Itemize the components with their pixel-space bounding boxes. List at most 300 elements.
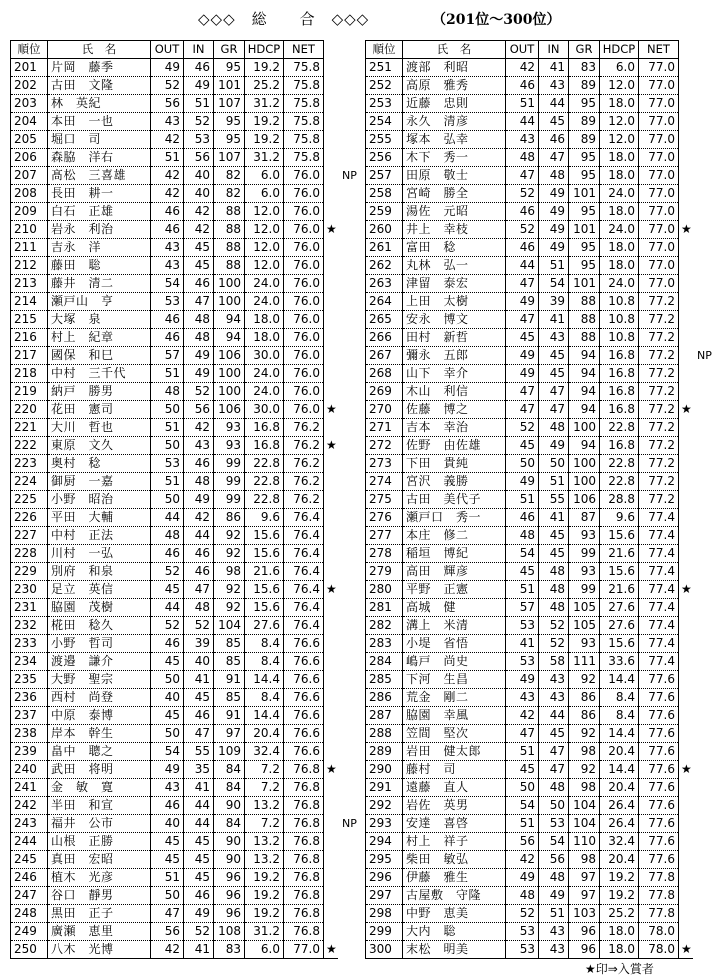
table-row	[366, 797, 693, 815]
cell-net: 76.0	[284, 203, 324, 221]
header-gr: GR	[569, 41, 600, 59]
cell-out: 47	[506, 383, 539, 401]
cell-mark	[324, 275, 338, 293]
cell-rank: 203	[11, 95, 48, 113]
cell-in: 41	[184, 941, 214, 959]
header-out: OUT	[151, 41, 184, 59]
cell-mark	[679, 311, 693, 329]
cell-name: 佐野 由佐雄	[403, 437, 506, 455]
cell-mark	[324, 797, 338, 815]
cell-hdcp: 30.0	[245, 401, 284, 419]
cell-out: 45	[506, 563, 539, 581]
table-row	[11, 239, 338, 257]
cell-hdcp: 27.6	[600, 617, 639, 635]
cell-mark	[679, 671, 693, 689]
table-row	[11, 347, 338, 365]
cell-hdcp: 21.6	[600, 581, 639, 599]
cell-gr: 101	[569, 221, 600, 239]
cell-out: 47	[506, 725, 539, 743]
cell-mark	[679, 563, 693, 581]
cell-net: 76.2	[284, 437, 324, 455]
cell-out: 46	[151, 311, 184, 329]
cell-rank: 266	[366, 329, 403, 347]
table-row	[366, 653, 693, 671]
cell-hdcp: 15.6	[600, 563, 639, 581]
cell-name: 嶋戸 尚史	[403, 653, 506, 671]
cell-hdcp: 18.0	[245, 311, 284, 329]
cell-net: 77.4	[639, 563, 679, 581]
table-row	[366, 923, 693, 941]
cell-net: 76.4	[284, 581, 324, 599]
cell-out: 52	[506, 905, 539, 923]
table-row	[11, 545, 338, 563]
cell-in: 41	[539, 311, 569, 329]
cell-rank: 250	[11, 941, 48, 959]
cell-name: 別府 和泉	[48, 563, 151, 581]
cell-net: 77.4	[639, 581, 679, 599]
cell-mark	[679, 293, 693, 311]
cell-rank: 244	[11, 833, 48, 851]
cell-mark	[324, 185, 338, 203]
cell-mark	[324, 617, 338, 635]
cell-rank: 235	[11, 671, 48, 689]
cell-mark	[324, 689, 338, 707]
cell-in: 44	[184, 527, 214, 545]
cell-gr: 99	[214, 455, 245, 473]
cell-in: 43	[539, 329, 569, 347]
cell-hdcp: 24.0	[600, 221, 639, 239]
table-row	[11, 743, 338, 761]
cell-name: 宮沢 義勝	[403, 473, 506, 491]
cell-rank: 260	[366, 221, 403, 239]
cell-hdcp: 27.6	[600, 599, 639, 617]
table-row	[11, 131, 338, 149]
cell-name: 末松 明美	[403, 941, 506, 959]
cell-in: 56	[184, 149, 214, 167]
cell-in: 47	[539, 149, 569, 167]
table-row	[366, 563, 693, 581]
cell-out: 50	[506, 455, 539, 473]
cell-rank: 218	[11, 365, 48, 383]
cell-gr: 94	[214, 311, 245, 329]
cell-out: 47	[506, 167, 539, 185]
cell-mark	[679, 653, 693, 671]
cell-hdcp: 15.6	[600, 527, 639, 545]
cell-name: 上田 太樹	[403, 293, 506, 311]
cell-name: 福井 公市	[48, 815, 151, 833]
cell-rank: 264	[366, 293, 403, 311]
cell-mark	[679, 131, 693, 149]
cell-gr: 86	[214, 509, 245, 527]
table-row	[11, 437, 338, 455]
cell-in: 42	[184, 203, 214, 221]
cell-mark	[324, 149, 338, 167]
cell-gr: 101	[569, 185, 600, 203]
cell-out: 51	[151, 365, 184, 383]
cell-rank: 268	[366, 365, 403, 383]
cell-out: 56	[151, 95, 184, 113]
cell-rank: 296	[366, 869, 403, 887]
cell-rank: 210	[11, 221, 48, 239]
cell-hdcp: 28.8	[600, 491, 639, 509]
cell-hdcp: 18.0	[600, 923, 639, 941]
cell-hdcp: 12.0	[245, 203, 284, 221]
cell-rank: 269	[366, 383, 403, 401]
cell-out: 52	[506, 185, 539, 203]
cell-out: 56	[151, 923, 184, 941]
cell-in: 48	[184, 599, 214, 617]
table-row	[11, 779, 338, 797]
table-row	[366, 851, 693, 869]
cell-net: 76.0	[284, 311, 324, 329]
cell-in: 45	[184, 833, 214, 851]
cell-out: 46	[506, 203, 539, 221]
cell-net: 78.0	[639, 923, 679, 941]
cell-name: 安達 喜啓	[403, 815, 506, 833]
cell-net: 76.0	[284, 185, 324, 203]
cell-name: 渡部 利昭	[403, 59, 506, 77]
cell-hdcp: 12.0	[600, 113, 639, 131]
cell-rank: 292	[366, 797, 403, 815]
cell-gr: 94	[569, 347, 600, 365]
cell-rank: 258	[366, 185, 403, 203]
cell-mark	[324, 851, 338, 869]
cell-mark	[679, 185, 693, 203]
header-mark	[324, 41, 338, 59]
cell-name: 伊藤 雅生	[403, 869, 506, 887]
cell-hdcp: 14.4	[245, 671, 284, 689]
cell-mark	[679, 923, 693, 941]
cell-name: 堀口 司	[48, 131, 151, 149]
cell-in: 45	[184, 851, 214, 869]
rank-range: （201位～300位）	[432, 12, 561, 28]
table-row	[11, 869, 338, 887]
header-in: IN	[184, 41, 214, 59]
cell-mark: ★	[679, 941, 693, 959]
cell-mark	[679, 203, 693, 221]
cell-hdcp: 21.6	[600, 545, 639, 563]
cell-out: 50	[506, 779, 539, 797]
cell-in: 49	[184, 905, 214, 923]
cell-mark	[324, 167, 338, 185]
cell-hdcp: 15.6	[245, 599, 284, 617]
table-row	[366, 833, 693, 851]
cell-mark	[679, 275, 693, 293]
cell-out: 49	[506, 347, 539, 365]
cell-gr: 88	[569, 293, 600, 311]
cell-out: 48	[506, 887, 539, 905]
cell-gr: 97	[214, 725, 245, 743]
cell-rank: 259	[366, 203, 403, 221]
header-gr: GR	[214, 41, 245, 59]
cell-gr: 94	[569, 383, 600, 401]
cell-out: 43	[151, 113, 184, 131]
cell-out: 54	[506, 797, 539, 815]
cell-name: 大塚 泉	[48, 311, 151, 329]
cell-in: 48	[539, 167, 569, 185]
cell-mark	[679, 635, 693, 653]
cell-rank: 280	[366, 581, 403, 599]
header-net: NET	[639, 41, 679, 59]
table-row	[11, 419, 338, 437]
cell-rank: 217	[11, 347, 48, 365]
cell-in: 45	[539, 545, 569, 563]
cell-name: 小堤 省悟	[403, 635, 506, 653]
cell-mark	[324, 725, 338, 743]
table-row	[11, 257, 338, 275]
cell-in: 42	[184, 221, 214, 239]
cell-rank: 281	[366, 599, 403, 617]
table-row	[11, 923, 338, 941]
cell-out: 45	[151, 833, 184, 851]
cell-rank: 283	[366, 635, 403, 653]
table-row	[366, 347, 693, 365]
cell-hdcp: 12.0	[245, 239, 284, 257]
cell-out: 44	[151, 599, 184, 617]
cell-name: 田原 敬士	[403, 167, 506, 185]
cell-rank: 274	[366, 473, 403, 491]
cell-gr: 106	[569, 491, 600, 509]
cell-hdcp: 19.2	[245, 887, 284, 905]
np-marker: NP	[697, 349, 712, 362]
cell-in: 40	[184, 653, 214, 671]
cell-net: 77.0	[639, 113, 679, 131]
table-row	[11, 599, 338, 617]
table-row	[366, 509, 693, 527]
cell-mark	[324, 329, 338, 347]
table-row	[11, 149, 338, 167]
cell-gr: 95	[214, 113, 245, 131]
cell-hdcp: 22.8	[245, 473, 284, 491]
cell-name: 足立 英信	[48, 581, 151, 599]
cell-name: 西村 尚登	[48, 689, 151, 707]
np-marker: NP	[342, 169, 357, 182]
cell-out: 47	[151, 905, 184, 923]
cell-out: 42	[506, 707, 539, 725]
table-row	[11, 617, 338, 635]
cell-hdcp: 15.6	[600, 635, 639, 653]
cell-in: 46	[184, 887, 214, 905]
cell-out: 43	[151, 239, 184, 257]
cell-mark: ★	[326, 402, 337, 416]
cell-in: 52	[184, 923, 214, 941]
cell-out: 57	[506, 599, 539, 617]
cell-in: 52	[539, 617, 569, 635]
cell-gr: 95	[569, 257, 600, 275]
cell-gr: 84	[214, 779, 245, 797]
cell-rank: 246	[11, 869, 48, 887]
cell-mark	[324, 95, 338, 113]
cell-rank: 276	[366, 509, 403, 527]
cell-in: 52	[184, 383, 214, 401]
cell-mark	[324, 653, 338, 671]
cell-gr: 99	[214, 473, 245, 491]
cell-in: 43	[539, 689, 569, 707]
cell-hdcp: 14.4	[245, 707, 284, 725]
table-row	[11, 455, 338, 473]
cell-mark	[324, 527, 338, 545]
cell-hdcp: 25.2	[600, 905, 639, 923]
table-row	[11, 59, 338, 77]
cell-mark	[679, 491, 693, 509]
cell-mark: ★	[326, 582, 337, 596]
cell-hdcp: 16.8	[600, 383, 639, 401]
cell-hdcp: 7.2	[245, 779, 284, 797]
cell-hdcp: 24.0	[245, 365, 284, 383]
cell-mark	[324, 923, 338, 941]
cell-gr: 98	[569, 779, 600, 797]
cell-net: 77.0	[639, 203, 679, 221]
cell-in: 44	[539, 707, 569, 725]
cell-mark	[679, 905, 693, 923]
cell-name: 木下 秀一	[403, 149, 506, 167]
cell-gr: 89	[569, 77, 600, 95]
cell-name: 瀬戸口 秀一	[403, 509, 506, 527]
cell-mark	[679, 59, 693, 77]
cell-hdcp: 10.8	[600, 329, 639, 347]
cell-name: 山根 正勝	[48, 833, 151, 851]
cell-gr: 84	[214, 815, 245, 833]
cell-gr: 86	[569, 707, 600, 725]
cell-out: 40	[151, 815, 184, 833]
cell-gr: 108	[214, 923, 245, 941]
cell-in: 48	[539, 599, 569, 617]
cell-hdcp: 8.4	[245, 653, 284, 671]
cell-out: 46	[151, 545, 184, 563]
cell-net: 76.0	[284, 347, 324, 365]
cell-mark	[324, 77, 338, 95]
cell-out: 50	[151, 437, 184, 455]
cell-name: 黒田 正子	[48, 905, 151, 923]
cell-name: 柴田 敏弘	[403, 851, 506, 869]
cell-rank: 220	[11, 401, 48, 419]
table-row	[366, 473, 693, 491]
cell-gr: 93	[569, 527, 600, 545]
cell-in: 45	[184, 239, 214, 257]
cell-in: 56	[184, 401, 214, 419]
cell-in: 41	[184, 671, 214, 689]
cell-rank: 228	[11, 545, 48, 563]
cell-name: 村上 紀章	[48, 329, 151, 347]
cell-name: 片岡 藤季	[48, 59, 151, 77]
cell-in: 42	[184, 509, 214, 527]
table-row	[11, 707, 338, 725]
cell-name: 長田 耕一	[48, 185, 151, 203]
cell-gr: 85	[214, 635, 245, 653]
cell-gr: 85	[214, 653, 245, 671]
cell-hdcp: 18.0	[600, 941, 639, 959]
cell-net: 76.0	[284, 167, 324, 185]
table-row	[11, 275, 338, 293]
cell-in: 49	[539, 221, 569, 239]
cell-gr: 94	[569, 365, 600, 383]
cell-out: 47	[506, 275, 539, 293]
cell-name: 脇園 茂樹	[48, 599, 151, 617]
cell-gr: 94	[569, 401, 600, 419]
cell-out: 49	[506, 293, 539, 311]
cell-name: 林 英紀	[48, 95, 151, 113]
cell-out: 51	[151, 419, 184, 437]
cell-gr: 99	[214, 491, 245, 509]
cell-name: 井上 幸枝	[403, 221, 506, 239]
table-row	[366, 293, 693, 311]
cell-rank: 234	[11, 653, 48, 671]
cell-out: 45	[506, 761, 539, 779]
cell-gr: 104	[214, 617, 245, 635]
results-table-right	[365, 40, 693, 959]
table-row	[11, 581, 338, 599]
cell-gr: 84	[214, 761, 245, 779]
cell-rank: 202	[11, 77, 48, 95]
table-row	[11, 473, 338, 491]
cell-gr: 100	[214, 383, 245, 401]
cell-rank: 272	[366, 437, 403, 455]
cell-rank: 284	[366, 653, 403, 671]
cell-out: 42	[151, 167, 184, 185]
cell-name: 平野 正憲	[403, 581, 506, 599]
cell-mark	[679, 473, 693, 491]
cell-hdcp: 33.6	[600, 653, 639, 671]
cell-gr: 88	[569, 311, 600, 329]
cell-mark	[324, 599, 338, 617]
cell-gr: 90	[214, 851, 245, 869]
header-hdcp: HDCP	[245, 41, 284, 59]
cell-net: 77.4	[639, 545, 679, 563]
legend-note: ★印⇒入賞者	[585, 962, 654, 976]
cell-hdcp: 26.4	[600, 797, 639, 815]
cell-hdcp: 13.2	[245, 797, 284, 815]
cell-mark	[679, 779, 693, 797]
cell-gr: 93	[569, 635, 600, 653]
cell-in: 46	[184, 275, 214, 293]
cell-hdcp: 24.0	[600, 275, 639, 293]
cell-gr: 96	[214, 887, 245, 905]
cell-name: 畠中 聰之	[48, 743, 151, 761]
cell-hdcp: 19.2	[245, 905, 284, 923]
cell-mark	[324, 59, 338, 77]
cell-net: 77.6	[639, 707, 679, 725]
cell-gr: 100	[569, 473, 600, 491]
cell-name: 谷口 靜男	[48, 887, 151, 905]
cell-mark	[679, 257, 693, 275]
cell-gr: 90	[214, 833, 245, 851]
cell-rank: 245	[11, 851, 48, 869]
table-row	[11, 311, 338, 329]
cell-net: 76.6	[284, 743, 324, 761]
cell-hdcp: 19.2	[245, 59, 284, 77]
cell-name: 安永 博文	[403, 311, 506, 329]
cell-gr: 88	[569, 329, 600, 347]
cell-gr: 97	[569, 869, 600, 887]
cell-net: 76.8	[284, 869, 324, 887]
cell-in: 47	[539, 761, 569, 779]
cell-rank: 211	[11, 239, 48, 257]
cell-net: 77.2	[639, 365, 679, 383]
cell-rank: 223	[11, 455, 48, 473]
table-row	[366, 905, 693, 923]
cell-gr: 88	[214, 239, 245, 257]
cell-mark	[679, 77, 693, 95]
table-row	[366, 941, 693, 959]
cell-in: 49	[539, 437, 569, 455]
table-row	[366, 113, 693, 131]
cell-net: 76.4	[284, 509, 324, 527]
cell-gr: 93	[569, 563, 600, 581]
cell-name: 古田 文隆	[48, 77, 151, 95]
cell-hdcp: 8.4	[245, 635, 284, 653]
cell-out: 46	[151, 635, 184, 653]
cell-rank: 263	[366, 275, 403, 293]
